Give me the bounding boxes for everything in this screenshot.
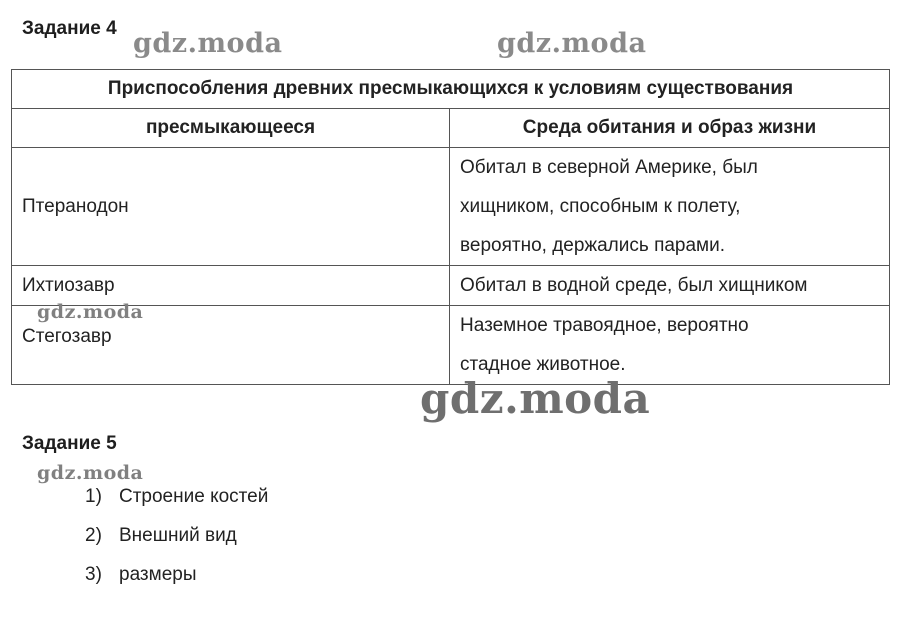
description-line: хищником, способным к полету,: [460, 196, 741, 217]
list-item: [85, 516, 268, 555]
habitat-description: [450, 148, 890, 266]
list-item: [85, 477, 268, 516]
item-text: размеры: [119, 564, 197, 585]
item-text: Внешний вид: [119, 525, 237, 546]
watermark: gdz.moda: [37, 462, 144, 484]
reptile-adaptation-table: [11, 69, 890, 385]
task-5-heading: Задание 5: [22, 433, 117, 454]
reptile-name: Птеранодон: [12, 148, 450, 266]
answer-list: [85, 477, 268, 594]
item-number: 2): [85, 525, 102, 546]
watermark: gdz.moda: [497, 28, 647, 59]
watermark: gdz.moda: [420, 374, 651, 423]
watermark: gdz.moda: [133, 28, 283, 59]
column-header-habitat: Среда обитания и образ жизни: [450, 109, 890, 148]
description-line: Обитал в северной Америке, был: [460, 157, 758, 178]
watermark: gdz.moda: [37, 301, 144, 323]
description-line: вероятно, держались парами.: [460, 235, 726, 256]
item-number: 3): [85, 564, 102, 585]
column-header-reptile: пресмыкающееся: [12, 109, 450, 148]
habitat-description: [450, 306, 890, 385]
reptile-name: Ихтиозавр: [12, 266, 450, 306]
description-line: Наземное травоядное, вероятно: [460, 315, 749, 336]
habitat-description: [450, 266, 890, 306]
description-line: стадное животное.: [460, 354, 626, 375]
table-row: [12, 148, 890, 266]
table-title: Приспособления древних пресмыкающихся к условиям существования: [12, 70, 890, 109]
list-item: [85, 555, 268, 594]
task-4-heading: Задание 4: [22, 18, 117, 39]
description-line: Обитал в водной среде, был хищником: [460, 275, 808, 296]
table-row: [12, 266, 890, 306]
item-text: Строение костей: [119, 486, 269, 507]
reptile-name: Стегозавр: [12, 306, 450, 385]
item-number: 1): [85, 486, 102, 507]
